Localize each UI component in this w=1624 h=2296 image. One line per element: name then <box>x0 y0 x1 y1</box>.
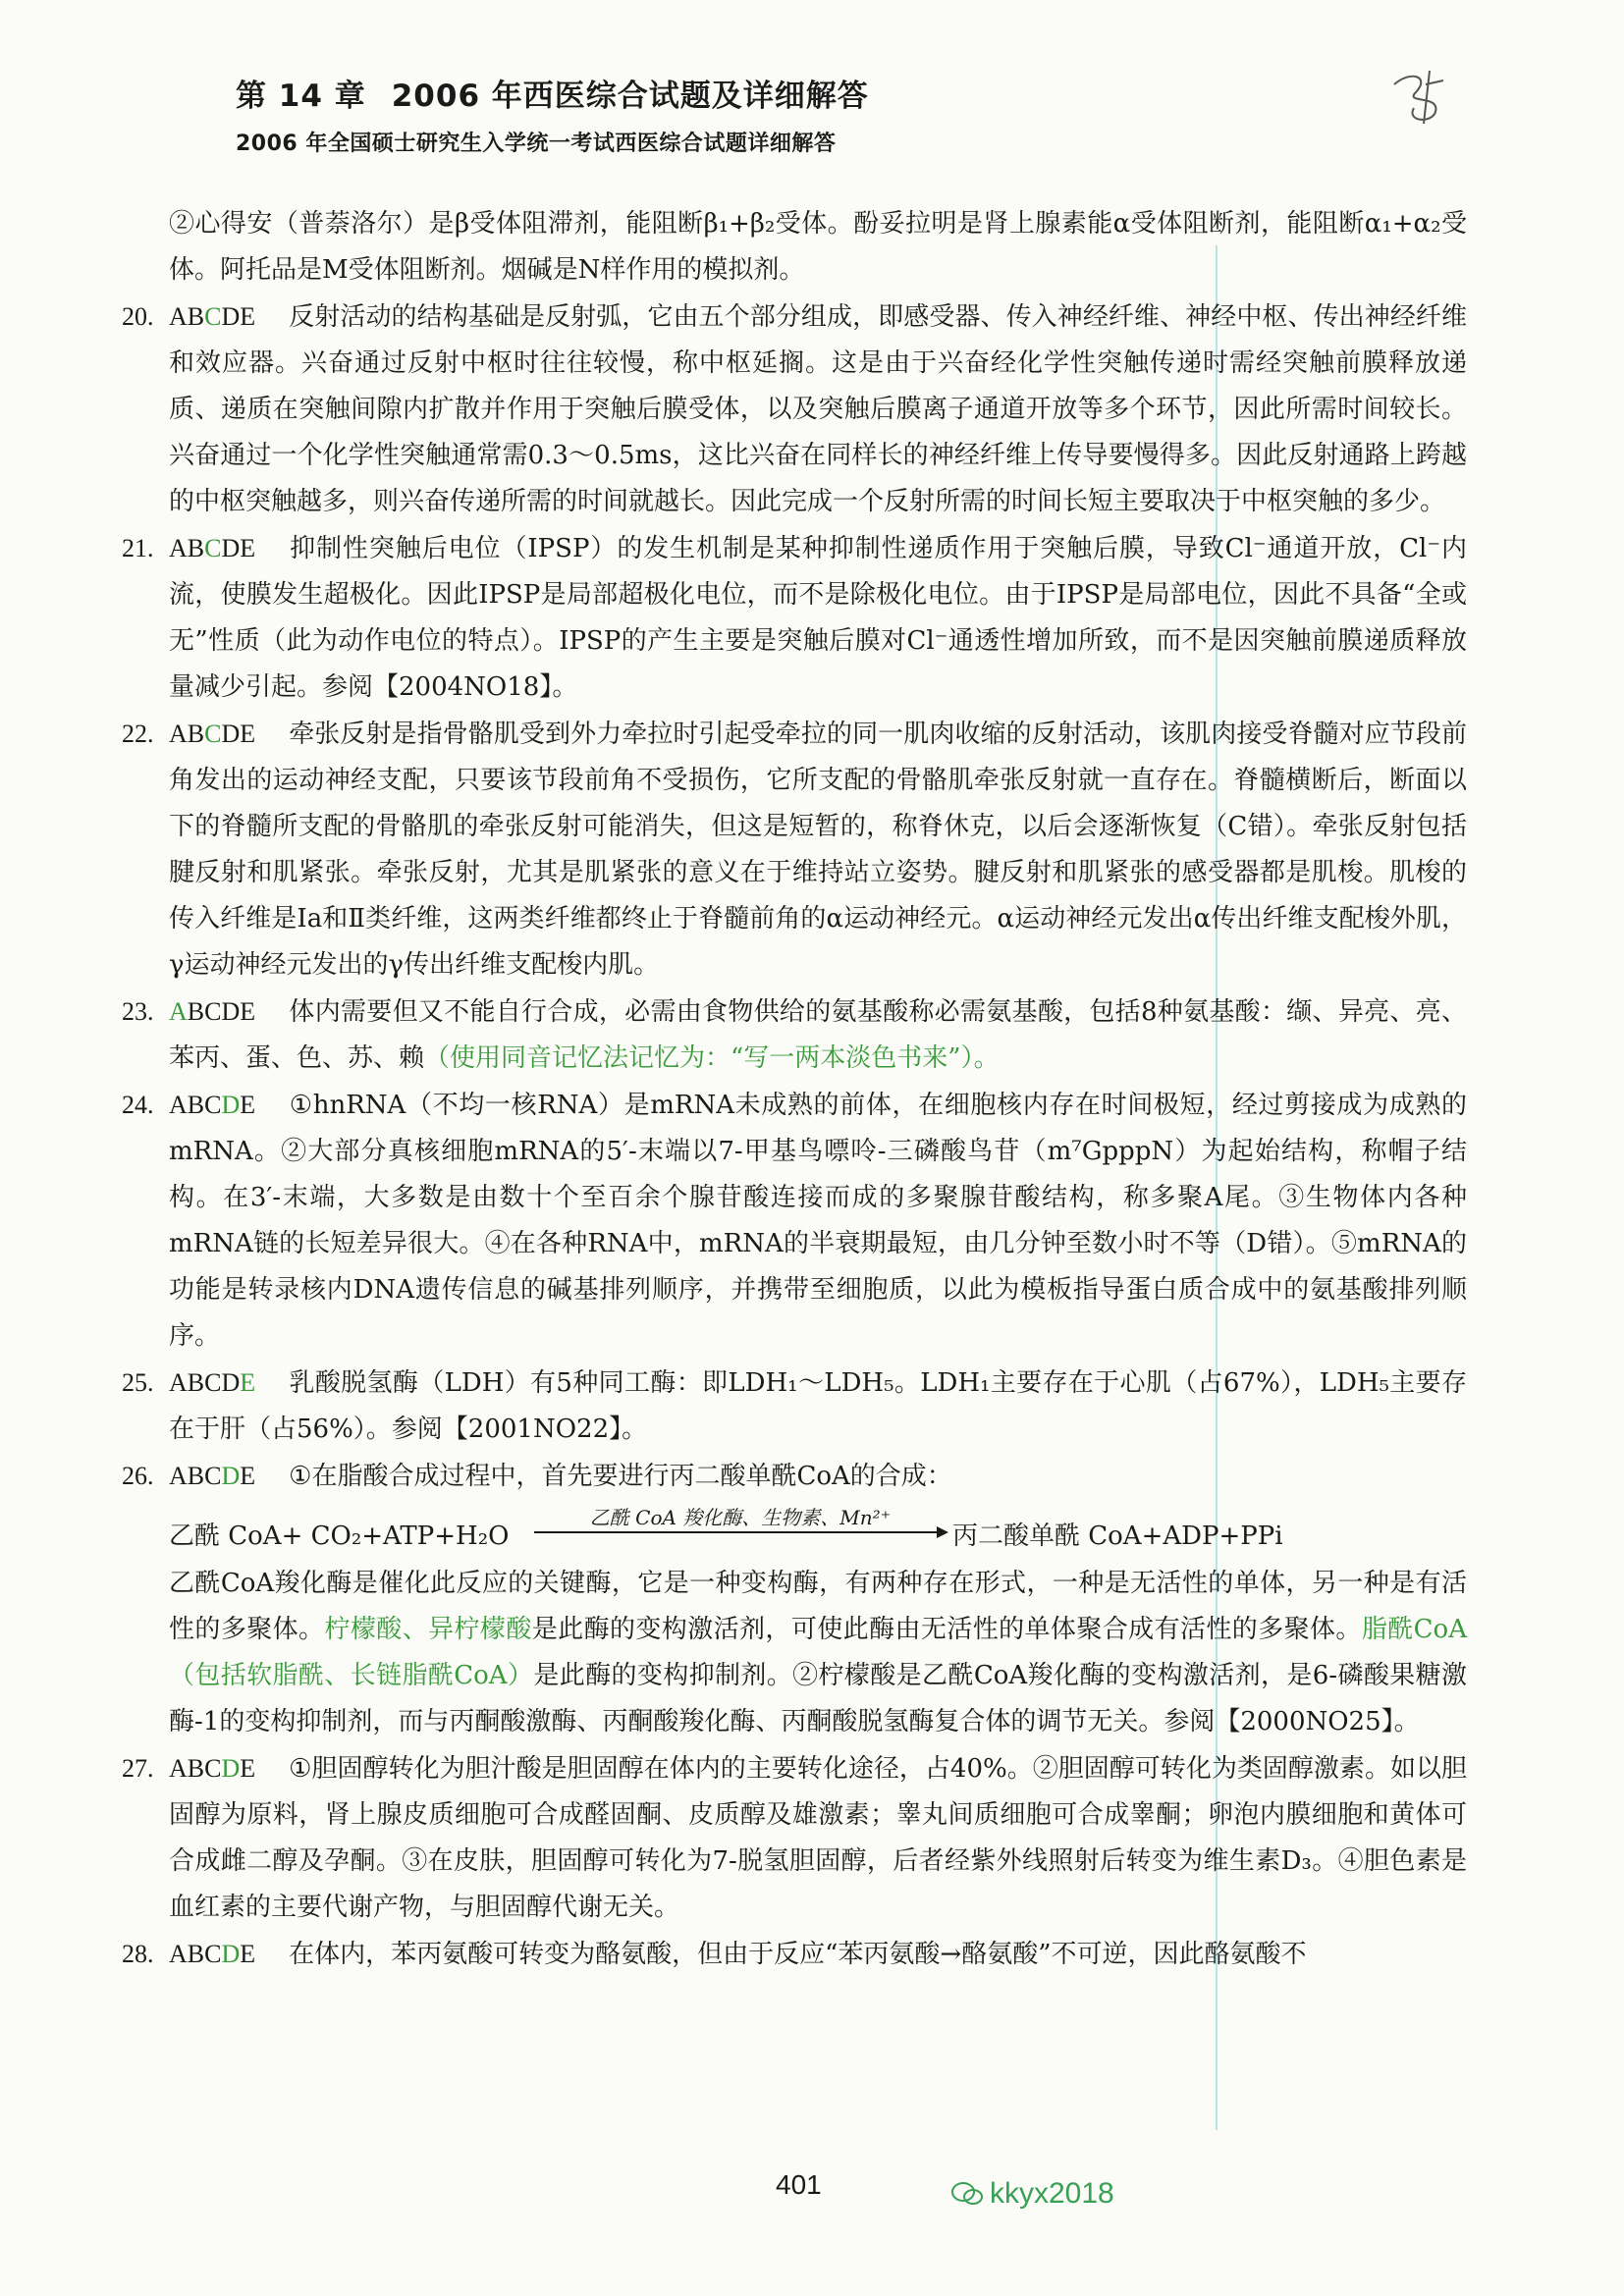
explanation: 乳酸脱氢酶（LDH）有5种同工酶：即LDH₁～LDH₅。LDH₁主要存在于心肌（占67%），LDH₅主要存在于肝（占56%）。参阅【2001NO22】。 <box>169 1368 1467 1444</box>
memory-tip: （使用同音记忆法记忆为：“写一两本淡色书来”）。 <box>424 1043 1000 1073</box>
answer-options: ABCDE <box>169 997 256 1026</box>
answer-options: ABCDE <box>169 1462 256 1490</box>
watermark <box>950 2177 1114 2211</box>
highlight-activators: 柠檬酸、异柠檬酸 <box>324 1615 532 1644</box>
watermark-text: kkyx2018 <box>990 2177 1114 2210</box>
arrow-label: 乙酰 CoA 羧化酶、生物素、Mn²⁺ <box>589 1506 892 1529</box>
correct-option: D <box>221 1462 241 1490</box>
answer-27 <box>122 1745 1467 1931</box>
answer-options: ABCDE <box>169 534 256 562</box>
correct-option: C <box>204 534 222 562</box>
answer-options: ABCDE <box>169 720 256 748</box>
question-number: 23. <box>122 997 154 1026</box>
highlight-inhibitors: 脂酰CoA（包括软脂酰、长链脂酰CoA） <box>169 1615 1467 1690</box>
question-number: 20. <box>122 302 154 331</box>
correct-option: D <box>221 1940 241 1968</box>
question-number: 25. <box>122 1368 154 1397</box>
text-segment: 乙酰CoA羧化酶是催化此反应的关键酶，它是一种变构酶，有两种存在形式，一种是无活性的单体，另一种是有活性的多聚体。 <box>169 1569 1467 1644</box>
text-segment: 是此酶的变构抑制剂。②柠檬酸是乙酰CoA羧化酶的变构激活剂，是6-磷酸果糖激酶-1的变构抑制剂，而与丙酮酸激酶、丙酮酸羧化酶、丙酮酸脱氢酶复合体的调节无关。参阅【2000NO25】。 <box>169 1661 1467 1736</box>
answer-body <box>122 201 1467 1978</box>
answer-23 <box>122 988 1467 1082</box>
reaction-equation <box>122 1500 1467 1561</box>
page-number: 401 <box>776 2169 822 2200</box>
chapter-number: 第 14 章 <box>236 79 366 114</box>
explanation: 抑制性突触后电位（IPSP）的发生机制是某种抑制性递质作用于突触后膜，导致Cl⁻通道开放，Cl⁻内流，使膜发生超极化。因此IPSP是局部超极化电位，而不是除极化电位。由于IPSP是局部电位，因此不具备“全或无”性质（此为动作电位的特点）。IPSP的产生主要是突触后膜对Cl⁻通透性增加所致，而不是因突触前膜递质释放量减少引起。参阅【2004NO18】。 <box>169 534 1467 702</box>
explanation: 反射活动的结构基础是反射弧，它由五个部分组成，即感受器、传入神经纤维、神经中枢、传出神经纤维和效应器。兴奋通过反射中枢时往往较慢，称中枢延搁。这是由于兴奋经化学性突触传递时需经突触前膜释放递质、递质在突触间隙内扩散并作用于突触后膜受体，以及突触后膜离子通道开放等多个环节，因此所需时间较长。兴奋通过一个化学性突触通常需0.3～0.5ms，这比兴奋在同样长的神经纤维上传导要慢得多。因此反射通路上跨越的中枢突触越多，则兴奋传递所需的时间就越长。因此完成一个反射所需的时间长短主要取决于中枢突触的多少。 <box>169 302 1467 516</box>
reaction-arrow <box>534 1506 947 1533</box>
explanation: ①hnRNA（不均一核RNA）是mRNA未成熟的前体，在细胞核内存在时间极短，经过剪接成为成熟的mRNA。②大部分真核细胞mRNA的5′-末端以7-甲基鸟嘌呤-三磷酸鸟苷（m⁷GpppN）为起始结构，称帽子结构。在3′-末端，大多数是由数十个至百余个腺苷酸连接而成的多聚腺苷酸结构，称多聚A尾。③生物体内各种mRNA链的长短差异很大。④在各种RNA中，mRNA的半衰期最短，由几分钟至数小时不等（D错）。⑤mRNA的功能是转录核内DNA遗传信息的碱基排列顺序，并携带至细胞质，以此为模板指导蛋白质合成中的氨基酸排列顺序。 <box>169 1091 1467 1351</box>
chapter-heading: 2006 年西医综合试题及详细解答 <box>391 79 869 114</box>
correct-option: C <box>204 720 222 748</box>
equation-products: 丙二酸单酰 CoA+ADP+PPi <box>952 1522 1283 1551</box>
answer-20 <box>122 294 1467 525</box>
handwritten-mark <box>1386 65 1455 133</box>
text-segment: 是此酶的变构激活剂，可使此酶由无活性的单体聚合成有活性的多聚体。 <box>531 1615 1362 1644</box>
answer-28 <box>122 1931 1467 1978</box>
answer-options: ABCDE <box>169 1368 256 1397</box>
page-header <box>236 71 869 157</box>
answer-24 <box>122 1082 1467 1360</box>
explanation: 体内需要但又不能自行合成，必需由食物供给的氨基酸称必需氨基酸，包括8种氨基酸：缬、异亮、亮、苯丙、蛋、色、苏、赖 <box>169 997 1467 1073</box>
answer-options: ABCDE <box>169 1940 256 1968</box>
answer-21 <box>122 525 1467 711</box>
explanation: ①胆固醇转化为胆汁酸是胆固醇在体内的主要转化途径，占40%。②胆固醇可转化为类固醇激素。如以胆固醇为原料，肾上腺皮质细胞可合成醛固酮、皮质醇及雄激素；睾丸间质细胞可合成睾酮；卵泡内膜细胞和黄体可合成雌二醇及孕酮。③在皮肤，胆固醇可转化为7-脱氢胆固醇，后者经紫外线照射后转变为维生素D₃。④胆色素是血红素的主要代谢产物，与胆固醇代谢无关。 <box>169 1754 1467 1922</box>
wechat-icon <box>950 2181 984 2207</box>
answer-26-continued <box>122 1561 1467 1745</box>
explanation: 在体内，苯丙氨酸可转变为酪氨酸，但由于反应“苯丙氨酸→酪氨酸”不可逆，因此酪氨酸不 <box>289 1940 1307 1969</box>
question-number: 26. <box>122 1462 154 1490</box>
question-number: 21. <box>122 534 154 562</box>
answer-options: ABCDE <box>169 1754 256 1783</box>
correct-option: D <box>221 1091 241 1119</box>
correct-option: D <box>221 1754 241 1783</box>
answer-options: ABCDE <box>169 302 256 331</box>
explanation: ①在脂酸合成过程中，首先要进行丙二酸单酰CoA的合成： <box>289 1462 952 1491</box>
answer-options: ABCDE <box>169 1091 256 1119</box>
question-number: 28. <box>122 1940 154 1968</box>
explanation: 牵张反射是指骨骼肌受到外力牵拉时引起受牵拉的同一肌肉收缩的反射活动，该肌肉接受脊髓对应节段前角发出的运动神经支配，只要该节段前角不受损伤，它所支配的骨骼肌牵张反射就一直存在。脊髓横断后，断面以下的脊髓所支配的骨骼肌的牵张反射可能消失，但这是短暂的，称脊休克，以后会逐渐恢复（C错）。牵张反射包括腱反射和肌紧张。牵张反射，尤其是肌紧张的意义在于维持站立姿势。腱反射和肌紧张的感受器都是肌梭。肌梭的传入纤维是Ⅰa和Ⅱ类纤维，这两类纤维都终止于脊髓前角的α运动神经元。α运动神经元发出α传出纤维支配梭外肌，γ运动神经元发出的γ传出纤维支配梭内肌。 <box>169 720 1467 980</box>
correct-option: C <box>204 302 222 331</box>
intro-paragraph: ②心得安（普萘洛尔）是β受体阻滞剂，能阻断β₁+β₂受体。酚妥拉明是肾上腺素能α受体阻断剂，能阻断α₁+α₂受体。阿托品是M受体阻断剂。烟碱是N样作用的模拟剂。 <box>169 209 1467 285</box>
answer-22 <box>122 711 1467 988</box>
correct-option: A <box>169 997 188 1026</box>
answer-26 <box>122 1453 1467 1500</box>
question-number: 24. <box>122 1091 154 1119</box>
answer-25 <box>122 1360 1467 1453</box>
correct-option: E <box>240 1368 256 1397</box>
chapter-title <box>236 71 869 115</box>
question-number: 27. <box>122 1754 154 1783</box>
page-subtitle: 2006 年全国硕士研究生入学统一考试西医综合试题详细解答 <box>236 132 837 156</box>
question-number: 22. <box>122 720 154 748</box>
equation-reactants: 乙酰 CoA+ CO₂+ATP+H₂O <box>169 1522 510 1551</box>
arrow-line <box>534 1531 947 1533</box>
